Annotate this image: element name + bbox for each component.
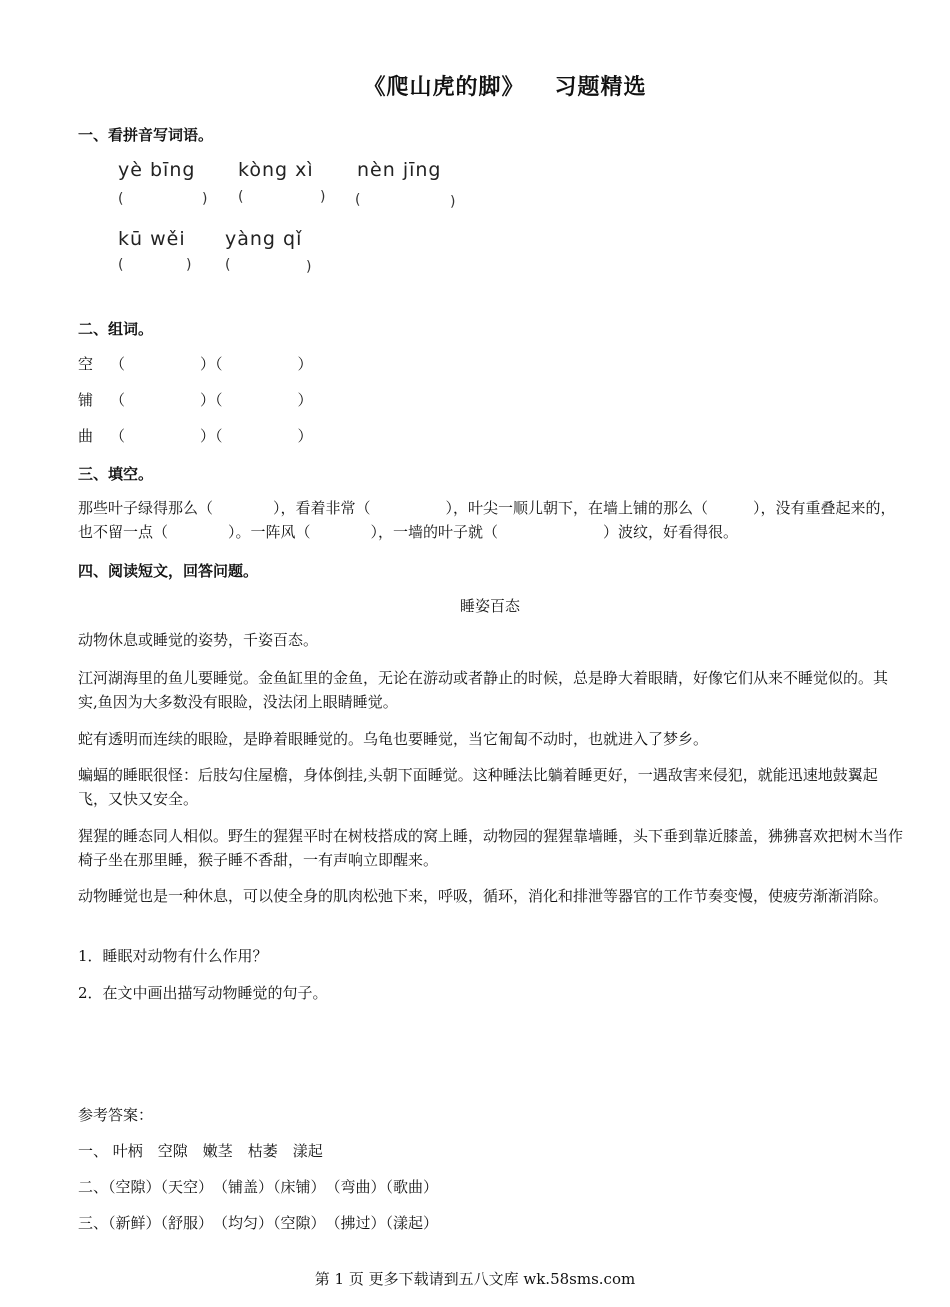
- answer-blank-4: (: [118, 257, 124, 273]
- answer-blank-1-close: ): [202, 191, 208, 207]
- title-sub: 习题精选: [554, 75, 647, 100]
- passage-paragraph-6: 动物睡觉也是一种休息，可以使全身的肌肉松弛下来，呼吸，循环，消化和排泄等器官的工作节奏变慢，使疲劳渐渐消除。: [78, 887, 889, 905]
- answer-line-1: 一、 叶柄 空隙 嫩茎 枯萎 漾起: [78, 1142, 323, 1160]
- word-group-row-1: [78, 352, 313, 376]
- answer-line-2: 二、（空隙）（天空） （铺盖）（床铺） （弯曲）（歌曲）: [78, 1178, 439, 1196]
- passage-title: 睡姿百态: [459, 597, 520, 615]
- word-group-blanks: （ ）（ ）: [110, 355, 313, 373]
- pinyin-5: yàng qǐ: [225, 228, 303, 250]
- section1-heading: 一、看拼音写词语。: [78, 126, 214, 144]
- passage-paragraph-3: 蛇有透明而连续的眼睑，是睁着眼睡觉的。乌龟也要睡觉，当它匍匐不动时，也就进入了梦乡。: [78, 730, 709, 748]
- section3-heading: 三、填空。: [78, 465, 154, 483]
- answer-blank-5-close: ): [306, 259, 312, 275]
- answer-blank-2-close: ): [320, 189, 326, 205]
- document-title: [0, 70, 950, 101]
- answers-heading: 参考答案：: [78, 1106, 154, 1124]
- passage-paragraph-5: 猩猩的睡态同人相似。野生的猩猩平时在树枝搭成的窝上睡，动物园的猩猩靠墙睡，头下垂到靠近膝盖，狒狒喜欢把树木当作椅子坐在那里睡，猴子睡不香甜，一有声响立即醒来。: [78, 827, 904, 869]
- word-group-char: 铺: [78, 391, 94, 409]
- word-group-blanks: （ ）（ ）: [110, 427, 313, 445]
- section4-heading: 四、阅读短文，回答问题。: [78, 562, 259, 580]
- passage-paragraph-1: 动物休息或睡觉的姿势，千姿百态。: [78, 631, 319, 649]
- question-2: 2．在文中画出描写动物睡觉的句子。: [78, 984, 328, 1002]
- word-group-row-2: [78, 388, 313, 412]
- pinyin-1: yè bīng: [118, 159, 196, 181]
- pinyin-3: nèn jīng: [357, 159, 442, 181]
- fill-in-paragraph: 那些叶子绿得那么（ ），看着非常（ ），叶尖一顺儿朝下，在墙上铺的那么（ ），没有重叠起来的，也不留一点（ ）。一阵风（ ），一墙的叶子就（ ）波纹，好看得很。: [78, 499, 896, 541]
- question-1: 1．睡眠对动物有什么作用？: [78, 947, 268, 965]
- title-main: 《爬山虎的脚》: [363, 75, 525, 100]
- answer-blank-1: (: [118, 191, 124, 207]
- answer-blank-3: (: [355, 192, 361, 208]
- answer-blank-2: (: [238, 189, 244, 205]
- answer-line-3: 三、（新鲜）（舒服） （均匀）（空隙） （拂过）（漾起）: [78, 1214, 439, 1232]
- answer-blank-4-close: ): [186, 257, 192, 273]
- answer-blank-5: (: [225, 257, 231, 273]
- word-group-char: 空: [78, 355, 94, 373]
- pinyin-4: kū wěi: [118, 228, 186, 250]
- word-group-char: 曲: [78, 427, 94, 445]
- pinyin-2: kòng xì: [238, 159, 314, 181]
- passage-paragraph-2: 江河湖海里的鱼儿要睡觉。金鱼缸里的金鱼，无论在游动或者静止的时候，总是睁大着眼睛，好像它们从来不睡觉似的。其实,鱼因为大多数没有眼睑，没法闭上眼睛睡觉。: [78, 669, 889, 711]
- word-group-row-3: [78, 424, 313, 448]
- word-group-blanks: （ ）（ ）: [110, 391, 313, 409]
- section2-heading: 二、组词。: [78, 320, 154, 338]
- page-footer: 第 1 页 更多下载请到五八文库 wk.58sms.com: [314, 1270, 636, 1288]
- passage-paragraph-4: 蝙蝠的睡眠很怪：后肢勾住屋檐，身体倒挂,头朝下面睡觉。这种睡法比躺着睡更好，一遇敌害来侵犯，就能迅速地鼓翼起飞，又快又安全。: [78, 766, 878, 808]
- answer-blank-3-close: ): [450, 194, 456, 210]
